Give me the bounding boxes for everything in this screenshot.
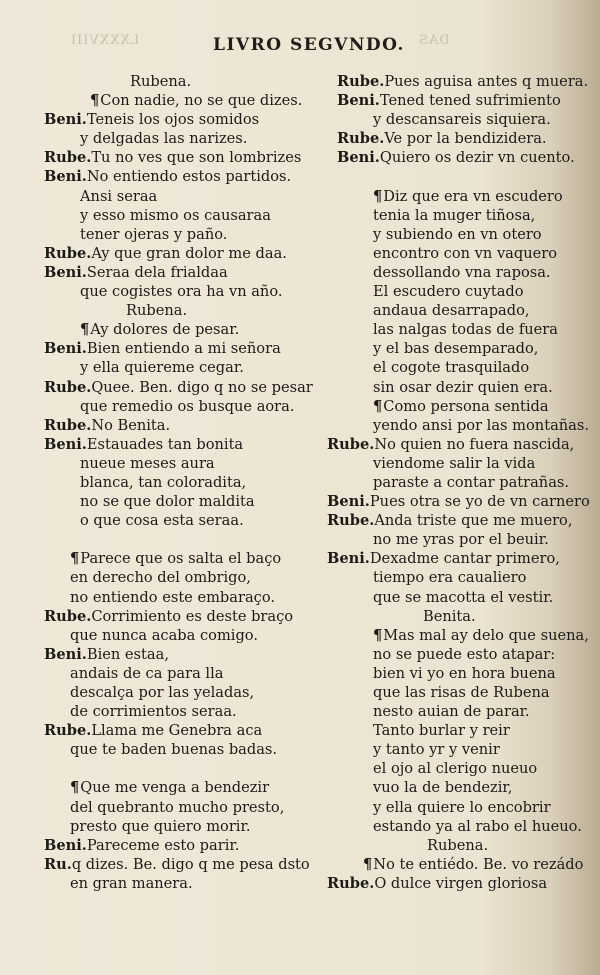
- verse-line: [44, 855, 310, 874]
- verse-line: [327, 282, 589, 301]
- verse-line: [44, 874, 306, 893]
- verse-line: [327, 72, 589, 91]
- verse-line: [327, 435, 589, 454]
- verse-line: [44, 282, 306, 301]
- verse-text: Dexadme cantar primero,: [369, 550, 560, 568]
- verse-text: no se puede esto atapar:: [373, 645, 556, 663]
- verse-text: Benita.: [423, 607, 476, 625]
- speaker-label: Beni.: [44, 435, 87, 453]
- speaker-label: Rube.: [44, 722, 92, 740]
- right-text-column: [327, 72, 589, 893]
- verse-line: [44, 778, 306, 797]
- verse-line: [44, 683, 306, 702]
- verse-line: [44, 244, 306, 263]
- verse-line: [327, 492, 589, 511]
- verse-text: Como persona sentida: [383, 397, 549, 415]
- verse-line: [327, 225, 589, 244]
- verse-text: sin osar dezir quien era.: [373, 378, 553, 396]
- verse-line: [327, 511, 589, 530]
- verse-text: Corrimiento es deste braço: [91, 607, 294, 625]
- speaker-label: Rube.: [44, 416, 92, 434]
- verse-line: [44, 473, 306, 492]
- verse-text: las nalgas todas de fuera: [373, 321, 558, 339]
- verse-line: [327, 645, 589, 664]
- verse-line: [44, 301, 306, 320]
- verse-line: [327, 301, 589, 320]
- verse-line: [327, 607, 589, 626]
- verse-line: [327, 874, 589, 893]
- verse-line: [44, 645, 306, 664]
- pilcrow-mark: ¶: [70, 779, 80, 797]
- verse-text: No entiendo estos partidos.: [86, 168, 292, 186]
- verse-text: en derecho del ombrigo,: [70, 569, 251, 587]
- left-text-column: [44, 72, 313, 893]
- verse-line: [44, 511, 306, 530]
- verse-text: que nunca acaba comigo.: [70, 626, 258, 644]
- verse-line: [327, 454, 589, 473]
- pilcrow-mark: ¶: [80, 321, 90, 339]
- verse-text: viendome salir la vida: [373, 454, 536, 472]
- verse-line: [327, 740, 589, 759]
- verse-text: y subiendo en vn otero: [373, 225, 542, 243]
- verse-line: [44, 435, 306, 454]
- verse-text: y el bas desemparado,: [373, 340, 539, 358]
- verse-line: [327, 588, 589, 607]
- verse-text: que cogistes ora ha vn año.: [80, 283, 283, 301]
- verse-line: [44, 721, 306, 740]
- pilcrow-mark: ¶: [363, 855, 373, 873]
- verse-line: [327, 397, 589, 416]
- verse-text: que remedio os busque aora.: [80, 397, 295, 415]
- verse-line: [44, 588, 306, 607]
- verse-text: andaua desarrapado,: [373, 302, 530, 320]
- verse-line: [327, 91, 589, 110]
- verse-text: nesto auian de parar.: [373, 703, 530, 721]
- verse-line: [327, 339, 589, 358]
- verse-line: [44, 378, 313, 397]
- verse-text: Ay dolores de pesar.: [90, 321, 240, 339]
- verse-line: [327, 187, 589, 206]
- speaker-label: Beni.: [337, 149, 380, 167]
- verse-line: [44, 607, 306, 626]
- verse-text: Con nadie, no se que dizes.: [100, 92, 303, 110]
- verse-line: [327, 721, 589, 740]
- verse-text: O dulce virgen gloriosa: [374, 874, 548, 892]
- verse-text: paraste a contar patrañas.: [373, 473, 570, 491]
- verse-text: nueue meses aura: [80, 454, 215, 472]
- verse-line: [44, 568, 306, 587]
- verse-line: [44, 320, 306, 339]
- verse-text: y descansareis siquiera.: [373, 111, 551, 129]
- verse-line: [327, 836, 589, 855]
- verse-line: [44, 225, 306, 244]
- verse-line: [327, 778, 589, 797]
- verse-text: encontro con vn vaquero: [373, 244, 558, 262]
- verse-line: [44, 187, 306, 206]
- verse-text: Diz que era vn escudero: [383, 187, 563, 205]
- verse-text: que se macotta el vestir.: [373, 588, 554, 606]
- verse-text: Llama me Genebra aca: [91, 722, 263, 740]
- verse-line: [44, 664, 306, 683]
- verse-text: y ella quiereme cegar.: [80, 359, 244, 377]
- speaker-label: Beni.: [44, 836, 87, 854]
- verse-line: [327, 110, 589, 129]
- verse-line: [327, 664, 589, 683]
- verse-line: [44, 72, 306, 91]
- running-head: LIVRO SEGVNDO.: [213, 35, 405, 55]
- verse-line: [44, 798, 306, 817]
- verse-text: Bien entiendo a mi señora: [86, 340, 281, 358]
- verse-text: o que cosa esta seraa.: [80, 512, 244, 530]
- pilcrow-mark: ¶: [70, 550, 80, 568]
- pilcrow-mark: ¶: [373, 397, 383, 415]
- speaker-label: Beni.: [44, 263, 87, 281]
- verse-text: q dizes. Be. digo q me pesa dsto: [71, 855, 310, 873]
- verse-line: [44, 397, 306, 416]
- verse-text: yendo ansi por las montañas.: [373, 416, 589, 434]
- verse-text: que te baden buenas badas.: [70, 741, 278, 759]
- speaker-label: Rube.: [44, 378, 92, 396]
- verse-text: del quebranto mucho presto,: [70, 798, 285, 816]
- verse-text: El escudero cuytado: [373, 283, 524, 301]
- verse-text: blanca, tan coloradita,: [80, 473, 247, 491]
- verse-line: [327, 855, 589, 874]
- verse-text: el cogote trasquilado: [373, 359, 530, 377]
- verse-text: que las risas de Rubena: [373, 684, 550, 701]
- speaker-label: Ru.: [44, 855, 72, 873]
- verse-text: Ve por la bendizidera.: [384, 130, 547, 148]
- verse-line: [327, 416, 589, 435]
- speaker-label: Beni.: [327, 493, 370, 511]
- verse-line: [327, 683, 589, 702]
- verse-text: Parece que os salta el baço: [80, 550, 282, 568]
- verse-text: Estauades tan bonita: [86, 435, 244, 453]
- verse-text: el ojo al clerigo nueuo: [373, 760, 538, 778]
- verse-text: y tanto yr y venir: [373, 741, 500, 759]
- speaker-label: Rube.: [44, 244, 92, 262]
- verse-text: tenia la muger tiñosa,: [373, 206, 536, 224]
- verse-text: Anda triste que me muero,: [374, 512, 573, 530]
- verse-line: [327, 358, 589, 377]
- verse-line: [327, 626, 589, 645]
- verse-text: tiempo era caualiero: [373, 569, 527, 587]
- verse-text: Pues otra se yo de vn carnero: [369, 493, 590, 511]
- speaker-label: Beni.: [44, 645, 87, 663]
- verse-text: Rubena.: [427, 836, 489, 854]
- verse-line: [44, 416, 306, 435]
- verse-line: [327, 129, 589, 148]
- verse-line: [327, 244, 589, 263]
- verse-text: y esso mismo os causaraa: [80, 206, 271, 224]
- verse-line: [327, 320, 589, 339]
- verse-line: [327, 148, 589, 167]
- verse-text: Quiero os dezir vn cuento.: [379, 149, 575, 167]
- verse-text: no me yras por el beuir.: [373, 531, 549, 549]
- verse-text: no entiendo este embaraço.: [70, 588, 275, 606]
- verse-line: [327, 759, 589, 778]
- verse-line: [327, 378, 589, 397]
- verse-line: [327, 702, 589, 721]
- verse-text: dessollando vna raposa.: [373, 263, 551, 281]
- verse-text: Que me venga a bendezir: [80, 779, 270, 797]
- verse-line: [44, 740, 306, 759]
- verse-text: presto que quiero morir.: [70, 817, 251, 835]
- verse-line: [44, 339, 306, 358]
- bleed-through-folio: LXXXVIII: [70, 33, 140, 48]
- verse-text: Tened tened sufrimiento: [379, 92, 561, 110]
- verse-text: Seraa dela frialdaa: [86, 263, 228, 281]
- verse-line: [44, 817, 306, 836]
- verse-text: en gran manera.: [70, 874, 193, 892]
- verse-text: no se que dolor maldita: [80, 493, 255, 511]
- pilcrow-mark: ¶: [90, 92, 100, 110]
- speaker-label: Beni.: [327, 550, 370, 568]
- verse-line: [327, 530, 589, 549]
- verse-text: Rubena.: [126, 302, 188, 320]
- verse-text: Tanto burlar y reir: [373, 722, 510, 740]
- verse-line: [44, 836, 306, 855]
- verse-line: [44, 358, 306, 377]
- verse-line: [44, 492, 306, 511]
- pilcrow-mark: ¶: [373, 187, 383, 205]
- verse-text: andais de ca para lla: [70, 664, 224, 682]
- verse-line: [44, 167, 306, 186]
- verse-text: estando ya al rabo el hueuo.: [373, 817, 582, 835]
- speaker-label: Beni.: [337, 92, 380, 110]
- speaker-label: Beni.: [44, 340, 87, 358]
- verse-line: [44, 110, 306, 129]
- speaker-label: Rube.: [327, 435, 375, 453]
- verse-text: Mas mal ay delo que suena,: [383, 626, 589, 644]
- verse-line: [327, 263, 589, 282]
- verse-text: No Benita.: [91, 416, 171, 434]
- verse-text: de corrimientos seraa.: [70, 703, 237, 721]
- verse-line: [327, 206, 589, 225]
- verse-text: No te entiédo. Be. vo rezádo: [373, 855, 584, 873]
- verse-text: tener ojeras y paño.: [80, 225, 228, 243]
- verse-text: Quee. Ben. digo q no se pesar: [91, 378, 313, 396]
- bleed-through-heading: DAS: [418, 33, 450, 48]
- verse-line: [44, 702, 306, 721]
- verse-line: [44, 129, 306, 148]
- speaker-label: Rube.: [327, 512, 375, 530]
- verse-text: y ella quiere lo encobrir: [373, 798, 551, 816]
- verse-text: vuo la de bendezir,: [373, 779, 513, 797]
- stanza-gap: [44, 530, 306, 549]
- speaker-label: Beni.: [44, 111, 87, 129]
- verse-text: Ay que gran dolor me daa.: [91, 244, 287, 262]
- verse-text: descalça por las yeladas,: [70, 684, 255, 701]
- verse-text: Teneis los ojos somidos: [86, 111, 260, 129]
- pilcrow-mark: ¶: [373, 626, 383, 644]
- verse-text: No quien no fuera nascida,: [374, 435, 575, 453]
- verse-line: [327, 568, 589, 587]
- verse-line: [44, 626, 306, 645]
- verse-line: [44, 206, 306, 225]
- verse-line: [327, 798, 589, 817]
- verse-line: [327, 473, 589, 492]
- verse-line: [327, 817, 589, 836]
- verse-text: Bien estaa,: [86, 645, 169, 663]
- verse-text: Tu no ves que son lombrizes: [91, 149, 302, 167]
- verse-line: [327, 549, 589, 568]
- speaker-label: Rube.: [44, 149, 92, 167]
- speaker-label: Rube.: [327, 874, 375, 892]
- verse-text: bien vi yo en hora buena: [373, 664, 556, 682]
- verse-text: Rubena.: [130, 73, 192, 90]
- speaker-label: Rube.: [337, 130, 385, 148]
- verse-text: Pues aguisa antes q muera.: [384, 73, 589, 90]
- verse-text: Pareceme esto parir.: [86, 836, 240, 854]
- verse-line: [44, 148, 306, 167]
- verse-line: [44, 549, 306, 568]
- verse-text: y delgadas las narizes.: [80, 130, 248, 148]
- verse-line: [44, 263, 306, 282]
- stanza-gap: [327, 167, 589, 186]
- verse-line: [44, 454, 306, 473]
- speaker-label: Beni.: [44, 168, 87, 186]
- stanza-gap: [44, 759, 306, 778]
- speaker-label: Rube.: [44, 607, 92, 625]
- verse-line: [44, 91, 306, 110]
- verse-text: Ansi seraa: [80, 187, 158, 205]
- speaker-label: Rube.: [337, 73, 385, 90]
